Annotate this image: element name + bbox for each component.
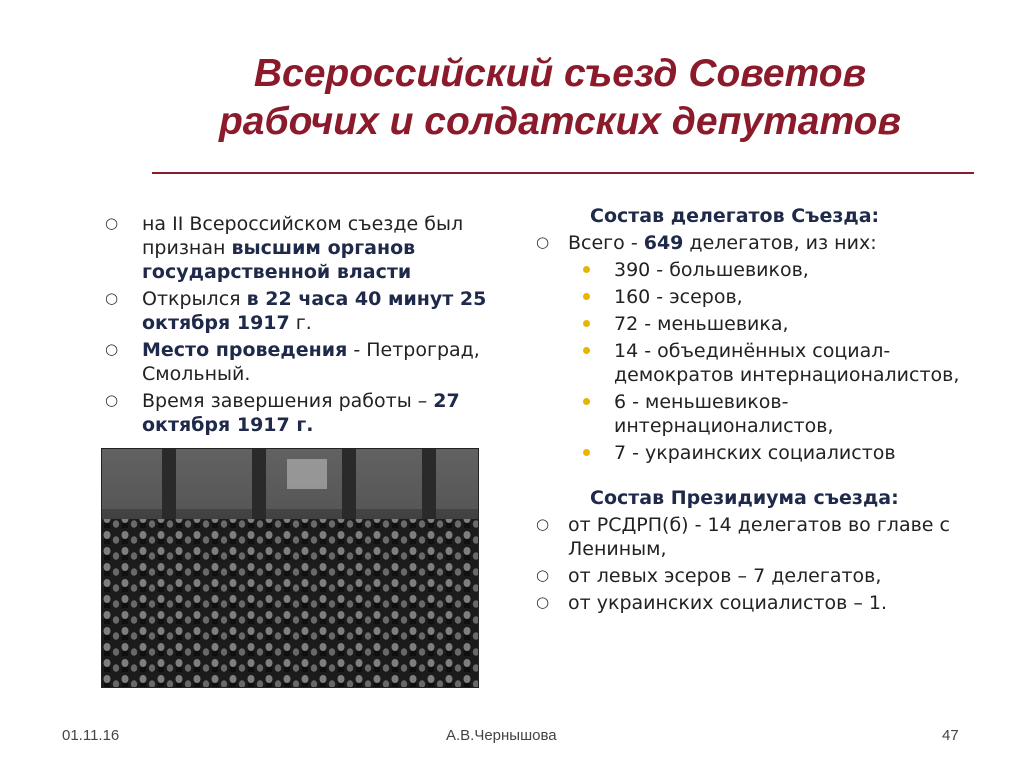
- filled-circle-bullet-icon: [583, 347, 590, 354]
- congress-photo: [101, 448, 479, 688]
- hollow-circle-bullet-icon: ○: [536, 566, 550, 584]
- delegate-group-item: 390 - большевиков,: [536, 258, 996, 282]
- fact-item: ○ Открылся в 22 часа 40 минут 25 октября 1917 г.: [105, 288, 487, 334]
- hollow-circle-bullet-icon: ○: [105, 214, 119, 232]
- hollow-circle-bullet-icon: ○: [105, 391, 119, 409]
- footer-date: 01.11.16: [62, 727, 120, 744]
- hollow-circle-bullet-icon: ○: [105, 340, 119, 358]
- delegates-heading: Состав делегатов Съезда:: [590, 205, 880, 227]
- delegate-group-item: 7 - украинских социалистов: [536, 441, 996, 465]
- fact-item: ○ на II Всероссийском съезде был признан высшим органов государственной власти: [105, 213, 464, 283]
- hollow-circle-bullet-icon: ○: [105, 289, 119, 307]
- title-line-1: Всероссийский съезд Советов: [253, 52, 867, 95]
- title-divider: [152, 172, 974, 174]
- filled-circle-bullet-icon: [583, 293, 590, 300]
- filled-circle-bullet-icon: [583, 398, 590, 405]
- hollow-circle-bullet-icon: ○: [536, 233, 550, 251]
- presidium-item: ○ от РСДРП(б) - 14 делегатов во главе с Лениным,: [536, 514, 950, 560]
- presidium-item: ○ от левых эсеров – 7 делегатов,: [536, 565, 882, 587]
- footer-page-number: 47: [942, 727, 959, 744]
- presidium-item: ○ от украинских социалистов – 1.: [536, 592, 888, 614]
- filled-circle-bullet-icon: [583, 449, 590, 456]
- delegate-group-item: 6 - меньшевиков-интернационалистов,: [536, 390, 996, 438]
- section-gap: [536, 468, 996, 486]
- delegate-group-item: 14 - объединённых социал-демократов интернационалистов,: [536, 339, 996, 387]
- congress-photo-image: [102, 449, 478, 687]
- hollow-circle-bullet-icon: ○: [536, 515, 550, 533]
- fact-item: ○ Время завершения работы – 27 октября 1917 г.: [105, 390, 460, 436]
- footer-author: А.В.Чернышова: [446, 727, 557, 744]
- facts-list: [105, 212, 545, 440]
- title-line-2: рабочих и солдатских депутатов: [218, 100, 902, 143]
- hollow-circle-bullet-icon: ○: [536, 593, 550, 611]
- presidium-heading: Состав Президиума съезда:: [590, 487, 899, 509]
- filled-circle-bullet-icon: [583, 320, 590, 327]
- composition-panel: [536, 204, 996, 618]
- delegates-total: ○ Всего - 649 делегатов, из них:: [536, 232, 877, 254]
- slide-title: [120, 50, 1000, 146]
- delegate-group-item: 160 - эсеров,: [536, 285, 996, 309]
- delegate-group-item: 72 - меньшевика,: [536, 312, 996, 336]
- fact-item: ○ Место проведения - Петроград, Смольный.: [105, 339, 480, 385]
- filled-circle-bullet-icon: [583, 266, 590, 273]
